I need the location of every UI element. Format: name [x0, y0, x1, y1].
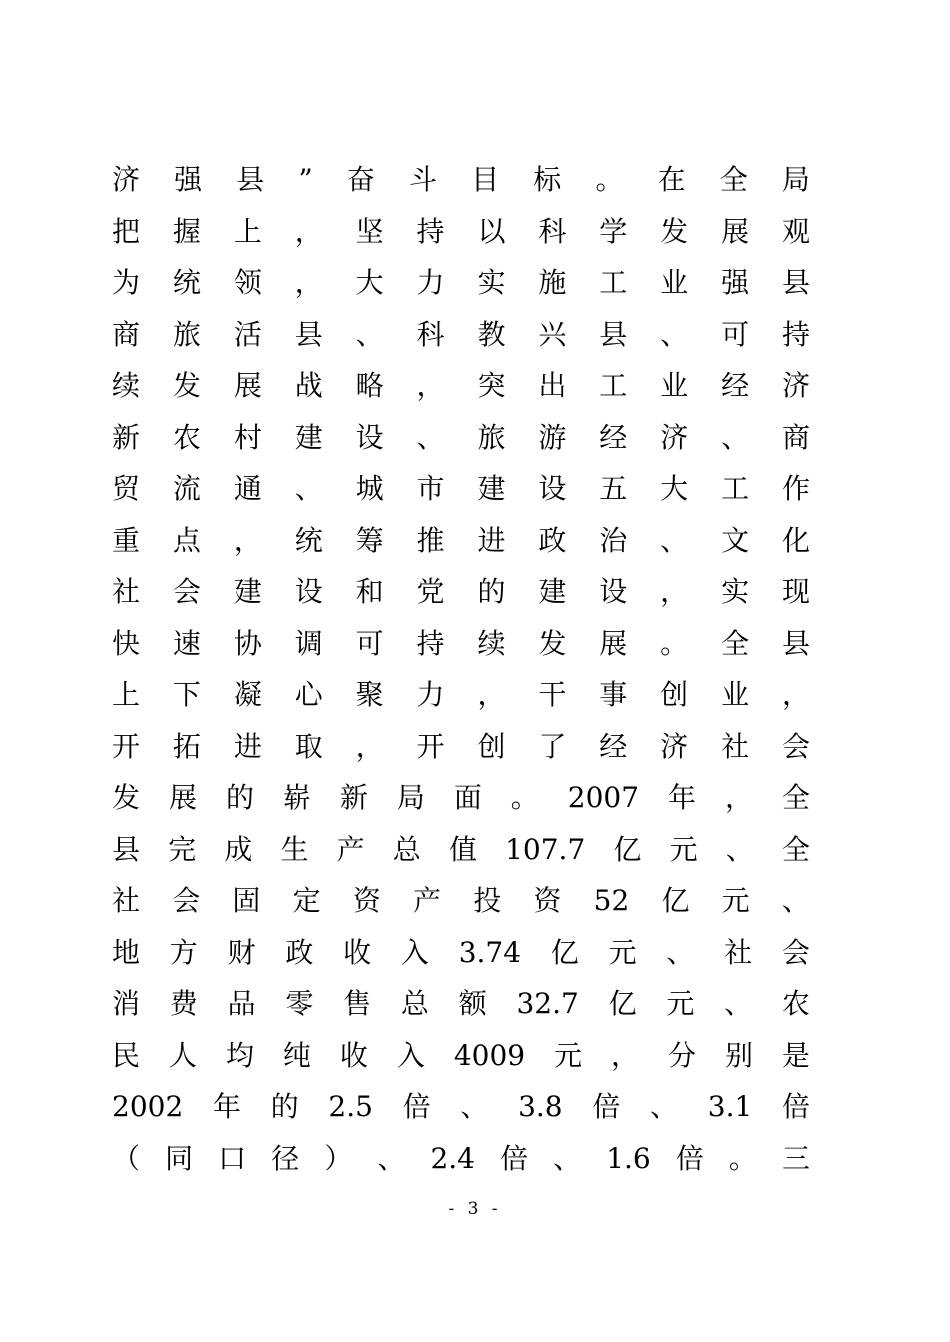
text-token: ， [294, 214, 323, 248]
text-token: 亿 [661, 884, 690, 917]
text-token: 建 [477, 472, 506, 505]
text-line [112, 1081, 810, 1133]
text-token: 全 [781, 832, 810, 866]
text-token: 重 [112, 523, 141, 557]
text-token: 全 [719, 163, 748, 196]
text-token: 面 [453, 781, 482, 814]
text-token: 经 [599, 420, 628, 454]
text-token: 固 [232, 884, 261, 917]
text-token: 济 [660, 420, 689, 454]
text-token: 统 [294, 523, 323, 557]
text-token: 和 [355, 575, 384, 608]
text-token: 作 [781, 472, 810, 505]
text-token: 产 [413, 884, 442, 917]
text-token: 、 [724, 987, 753, 1020]
text-token: 年 [212, 1090, 241, 1123]
text-token: 业 [721, 678, 750, 711]
text-token: 的 [270, 1090, 299, 1123]
text-token: 战 [294, 369, 323, 402]
text-token: 进 [233, 729, 262, 763]
text-token: 旅 [172, 317, 201, 351]
text-token: 济 [660, 729, 689, 763]
text-token: 旅 [477, 420, 506, 454]
text-line [112, 875, 810, 927]
text-token: ， [233, 523, 262, 557]
text-token: 强 [174, 163, 203, 196]
text-token: 年 [667, 781, 696, 814]
text-token: 发 [172, 369, 201, 402]
text-token: 总 [400, 987, 429, 1020]
text-token: 快 [112, 626, 141, 660]
text-token: 领 [233, 266, 262, 299]
text-token: 政 [285, 935, 314, 969]
text-line [112, 978, 810, 1030]
text-token: 费 [169, 987, 198, 1020]
text-token: 、 [553, 1141, 582, 1175]
text-token: 事 [599, 678, 628, 711]
text-token: 展 [168, 781, 197, 814]
text-token: 拓 [172, 729, 201, 763]
text-token: ） [324, 1141, 353, 1175]
text-token: 。 [728, 1141, 757, 1175]
text-token: 化 [781, 523, 810, 557]
text-token: 是 [781, 1038, 810, 1072]
text-token: 、 [650, 1090, 679, 1123]
text-line [112, 927, 810, 979]
text-token: 全 [721, 626, 750, 660]
text-token: 3.74 [458, 935, 522, 969]
text-line [112, 1133, 810, 1185]
text-token: 2.4 [430, 1141, 475, 1175]
text-token: 经 [721, 369, 750, 402]
text-token: 财 [227, 935, 256, 969]
text-token: （ [112, 1141, 141, 1175]
text-token: 县 [781, 626, 810, 660]
text-token: 协 [233, 626, 262, 660]
text-token: ， [416, 369, 445, 402]
text-token: 、 [781, 884, 810, 917]
text-token: 、 [416, 420, 445, 454]
text-token: 社 [724, 935, 753, 969]
text-token: 3.8 [518, 1090, 563, 1123]
text-token: 。 [660, 626, 689, 660]
text-token: 心 [294, 678, 323, 711]
text-token: 社 [112, 575, 141, 608]
body-text [112, 154, 810, 1184]
text-line [112, 566, 810, 618]
text-token: 政 [538, 523, 567, 557]
text-token: 元 [666, 987, 695, 1020]
text-token: 社 [112, 884, 141, 917]
text-token: 县 [781, 266, 810, 299]
text-token: 倍 [781, 1090, 810, 1123]
text-token: 可 [721, 317, 750, 351]
text-token: 、 [725, 832, 754, 866]
text-token: 教 [477, 317, 506, 351]
text-token: 会 [781, 935, 810, 969]
text-token: 奋 [346, 163, 375, 196]
text-token: 、 [460, 1090, 489, 1123]
text-token: 纯 [282, 1038, 311, 1072]
text-token: 建 [538, 575, 567, 608]
text-token: ， [477, 678, 506, 711]
text-token: ， [611, 1038, 640, 1072]
text-token: 亿 [613, 832, 642, 866]
text-token: 活 [233, 317, 262, 351]
text-token: 径 [271, 1141, 300, 1175]
text-token: 2002 [112, 1090, 184, 1123]
text-token: 、 [660, 317, 689, 351]
text-token: 可 [355, 626, 384, 660]
text-token: 力 [416, 678, 445, 711]
text-token: 观 [781, 214, 810, 248]
text-token: 科 [416, 317, 445, 351]
text-token: 农 [172, 420, 201, 454]
text-token: 107.7 [505, 832, 586, 866]
text-token: 发 [660, 214, 689, 248]
text-token: 额 [458, 987, 487, 1020]
text-token: 社 [721, 729, 750, 763]
text-token: 五 [599, 472, 628, 505]
text-token: 元 [554, 1038, 583, 1072]
text-token: ， [724, 781, 753, 814]
text-token: 进 [477, 523, 506, 557]
text-token: 点 [172, 523, 201, 557]
text-line [112, 309, 810, 361]
text-token: 均 [225, 1038, 254, 1072]
text-token: 人 [168, 1038, 197, 1072]
text-token: 三 [781, 1141, 810, 1175]
text-token: 、 [355, 317, 384, 351]
text-token: 济 [112, 163, 141, 196]
text-token: 党 [416, 575, 445, 608]
text-token: 标 [533, 163, 562, 196]
text-token: 上 [112, 678, 141, 711]
text-token: 新 [339, 781, 368, 814]
text-token: 全 [781, 781, 810, 814]
text-token: 业 [660, 369, 689, 402]
text-token: 聚 [355, 678, 384, 711]
text-token: 局 [781, 163, 810, 196]
text-token: 完 [168, 832, 197, 866]
page-number: - 3 - [448, 1199, 502, 1219]
text-token: 消 [112, 987, 141, 1020]
text-token: 亿 [608, 987, 637, 1020]
text-token: 元 [721, 884, 750, 917]
text-token: 出 [538, 369, 567, 402]
text-token: 方 [169, 935, 198, 969]
text-token: 展 [599, 626, 628, 660]
text-token: 力 [416, 266, 445, 299]
text-token: 目 [471, 163, 500, 196]
text-token: 32.7 [516, 987, 579, 1020]
text-token: ， [781, 678, 810, 711]
text-token: 设 [599, 575, 628, 608]
text-token: 民 [112, 1038, 141, 1072]
text-token: 续 [477, 626, 506, 660]
text-token: 持 [416, 626, 445, 660]
text-token: 通 [233, 472, 262, 505]
text-token: 会 [781, 729, 810, 763]
text-token: 总 [392, 832, 421, 866]
text-token: 村 [233, 420, 262, 454]
text-token: 设 [355, 420, 384, 454]
text-token: 创 [660, 678, 689, 711]
text-token: 、 [666, 935, 695, 969]
text-line [112, 721, 810, 773]
text-token: 工 [721, 472, 750, 505]
text-token: 统 [172, 266, 201, 299]
text-token: 局 [396, 781, 425, 814]
text-token: 持 [416, 214, 445, 248]
text-token: 开 [112, 729, 141, 763]
text-token: 2007 [567, 781, 640, 814]
text-token: 为 [112, 266, 141, 299]
text-line [112, 515, 810, 567]
text-token: 倍 [675, 1141, 704, 1175]
text-token: 收 [343, 935, 372, 969]
text-token: 实 [721, 575, 750, 608]
text-token: 3.1 [707, 1090, 753, 1123]
text-token: 持 [781, 317, 810, 351]
text-token: 速 [172, 626, 201, 660]
text-token: 的 [225, 781, 254, 814]
text-token: 了 [538, 729, 567, 763]
text-token: 调 [294, 626, 323, 660]
text-token: 凝 [233, 678, 262, 711]
text-token: 兴 [538, 317, 567, 351]
text-token: 发 [538, 626, 567, 660]
text-token: 取 [294, 729, 323, 763]
text-token: 坚 [355, 214, 384, 248]
text-token: 济 [781, 369, 810, 402]
text-token: 倍 [592, 1090, 621, 1123]
text-token: 售 [343, 987, 372, 1020]
text-token: 亿 [550, 935, 579, 969]
text-token: 经 [599, 729, 628, 763]
text-token: 商 [781, 420, 810, 454]
text-token: 县 [236, 163, 265, 196]
text-token: 新 [112, 420, 141, 454]
text-token: ， [355, 729, 384, 763]
text-token: 现 [781, 575, 810, 608]
text-token: 1.6 [606, 1141, 651, 1175]
text-token: 4009 [453, 1038, 526, 1072]
text-token: 52 [593, 884, 630, 917]
text-token: 学 [599, 214, 628, 248]
text-token: 展 [721, 214, 750, 248]
text-token: 展 [233, 369, 262, 402]
text-token: 大 [660, 472, 689, 505]
text-token: 地 [112, 935, 141, 969]
text-token: 入 [400, 935, 429, 969]
text-token: 、 [294, 472, 323, 505]
text-line [112, 154, 810, 206]
text-token: 上 [233, 214, 262, 248]
text-token: 县 [599, 317, 628, 351]
text-token: 斗 [409, 163, 438, 196]
text-token: 在 [657, 163, 686, 196]
text-token: 设 [538, 472, 567, 505]
text-token: 工 [599, 266, 628, 299]
text-token: 入 [396, 1038, 425, 1072]
text-token: 定 [292, 884, 321, 917]
text-token: 大 [355, 266, 384, 299]
text-token: 强 [721, 266, 750, 299]
text-line [112, 618, 810, 670]
text-token: 元 [669, 832, 698, 866]
text-token: 农 [781, 987, 810, 1020]
text-token: 下 [172, 678, 201, 711]
text-token: 工 [599, 369, 628, 402]
text-token: 品 [227, 987, 256, 1020]
text-token: 元 [608, 935, 637, 969]
text-token: 投 [473, 884, 502, 917]
text-token: 设 [294, 575, 323, 608]
text-token: 值 [448, 832, 477, 866]
text-token: 、 [377, 1141, 406, 1175]
text-token: ， [294, 266, 323, 299]
text-line [112, 412, 810, 464]
text-token: 略 [355, 369, 384, 402]
text-token: 文 [721, 523, 750, 557]
text-token: 续 [112, 369, 141, 402]
text-token: 口 [218, 1141, 247, 1175]
text-token: 施 [538, 266, 567, 299]
text-token: 成 [224, 832, 253, 866]
text-token: 2.5 [328, 1090, 373, 1123]
text-token: 市 [416, 472, 445, 505]
text-token: 发 [112, 781, 141, 814]
text-token: 资 [533, 884, 562, 917]
text-token: 。 [510, 781, 539, 814]
text-token: 倍 [402, 1090, 431, 1123]
text-token: 握 [172, 214, 201, 248]
text-token: 县 [294, 317, 323, 351]
text-token: 实 [477, 266, 506, 299]
text-token: 把 [112, 214, 141, 248]
text-token: 倍 [500, 1141, 529, 1175]
text-token: 资 [352, 884, 381, 917]
text-token: 流 [172, 472, 201, 505]
text-token: 零 [285, 987, 314, 1020]
text-token: 会 [172, 575, 201, 608]
text-token: 城 [355, 472, 384, 505]
text-token: 同 [165, 1141, 194, 1175]
text-token: 、 [660, 523, 689, 557]
text-token: 贸 [112, 472, 141, 505]
text-token: 突 [477, 369, 506, 402]
text-token: 治 [599, 523, 628, 557]
text-line [112, 772, 810, 824]
text-token: 崭 [282, 781, 311, 814]
text-token: 以 [477, 214, 506, 248]
text-token: 创 [477, 729, 506, 763]
text-token: 产 [336, 832, 365, 866]
text-token: 别 [724, 1038, 753, 1072]
text-token: 建 [233, 575, 262, 608]
text-token: 。 [595, 163, 624, 196]
text-token: 科 [538, 214, 567, 248]
text-token: ” [298, 163, 313, 196]
text-token: 会 [172, 884, 201, 917]
text-token: 生 [280, 832, 309, 866]
text-token: 游 [538, 420, 567, 454]
text-token: 收 [339, 1038, 368, 1072]
text-token: 筹 [355, 523, 384, 557]
text-line [112, 824, 810, 876]
text-token: 业 [660, 266, 689, 299]
text-token: 建 [294, 420, 323, 454]
text-token: 商 [112, 317, 141, 351]
text-token: 、 [721, 420, 750, 454]
text-token: 推 [416, 523, 445, 557]
text-line [112, 206, 810, 258]
text-line [112, 1030, 810, 1082]
text-token: 县 [112, 832, 141, 866]
text-token: 分 [667, 1038, 696, 1072]
text-token: 的 [477, 575, 506, 608]
text-line [112, 463, 810, 515]
text-line [112, 669, 810, 721]
text-line [112, 360, 810, 412]
text-token: ， [660, 575, 689, 608]
text-line [112, 257, 810, 309]
text-token: 开 [416, 729, 445, 763]
text-token: 干 [538, 678, 567, 711]
